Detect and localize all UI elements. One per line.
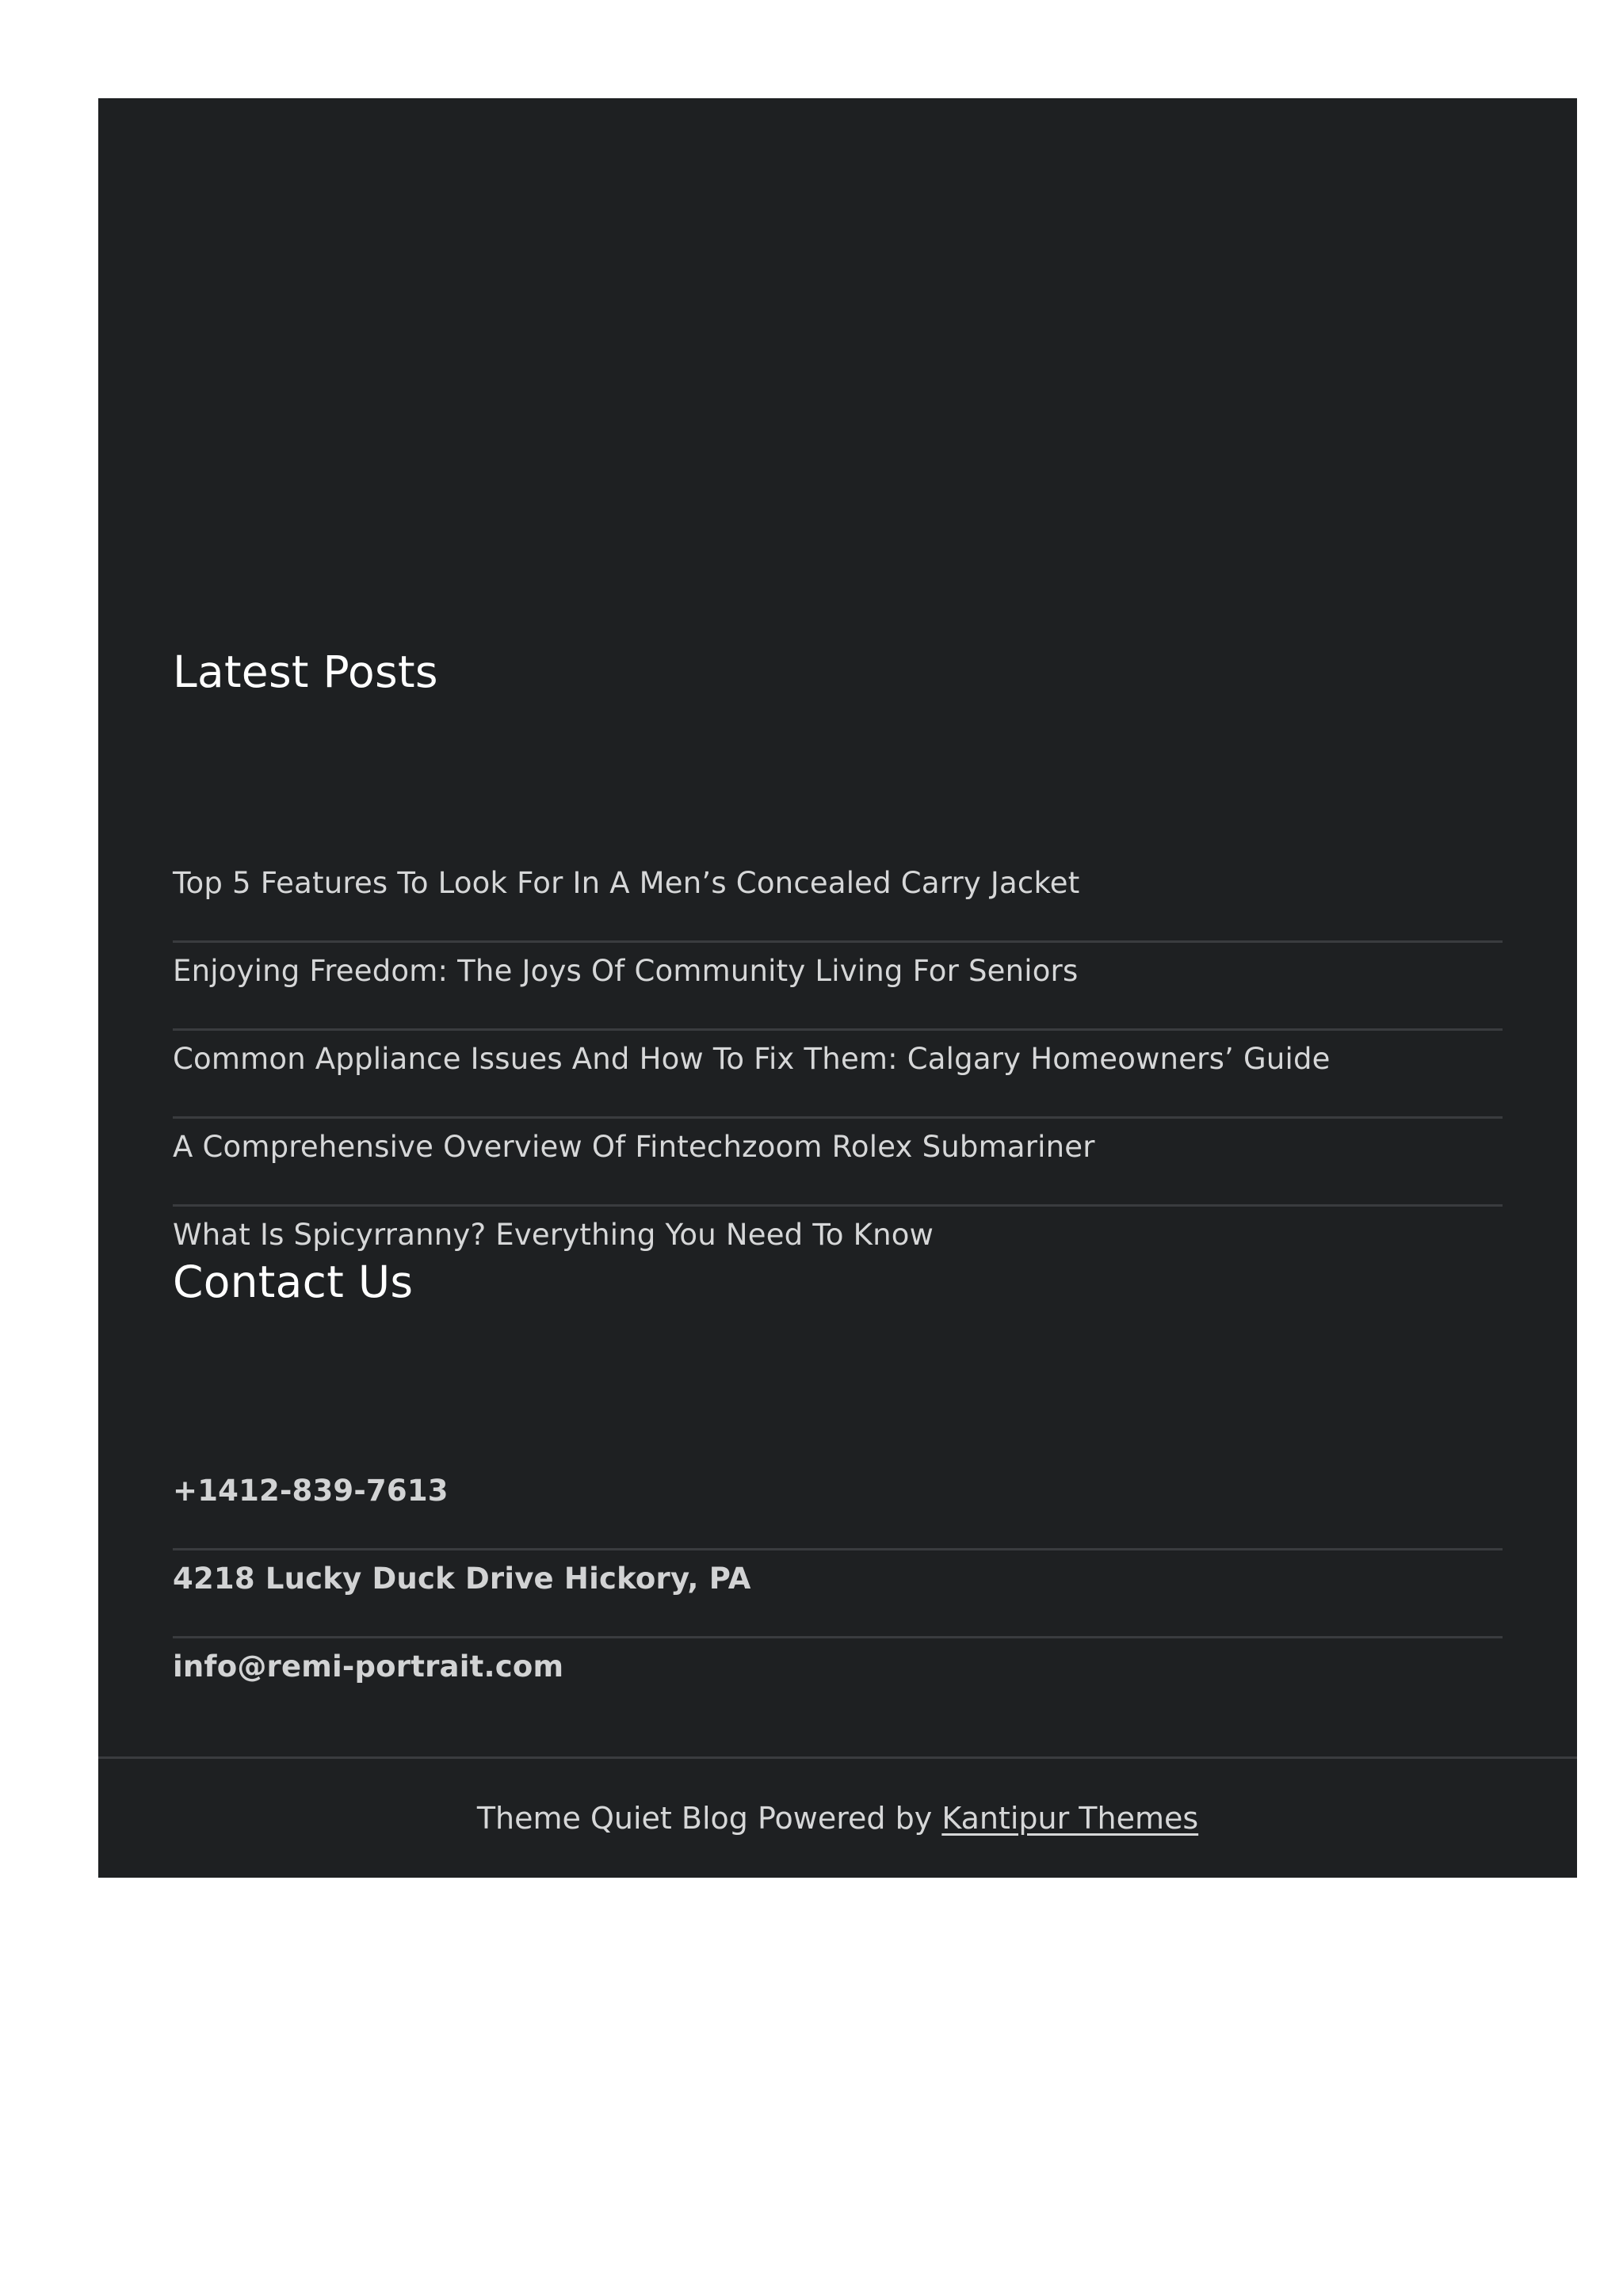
credit-link[interactable]: Kantipur Themes [941,1801,1199,1836]
phone-link[interactable]: +1412-839-7613 [173,1474,449,1508]
list-item [173,855,1503,943]
site-footer [98,98,1577,1878]
latest-posts-list [173,855,1503,1295]
site-info [98,1756,1577,1878]
contact-email-item [173,1638,1503,1726]
post-link[interactable]: Top 5 Features To Look For In A Men’s Concealed Carry Jacket [173,866,1080,900]
site-info-text: Theme Quiet Blog Powered by [476,1801,933,1836]
email-link[interactable]: info@remi-portrait.com [173,1650,564,1684]
contact-phone-item [173,1463,1503,1550]
list-item [173,1119,1503,1207]
post-link[interactable]: Common Appliance Issues And How To Fix Them: Calgary Homeowners’ Guide [173,1042,1331,1076]
post-link[interactable]: What Is Spicyrranny? Everything You Need To Know [173,1218,934,1252]
list-item [173,1031,1503,1119]
contact-list [173,1463,1503,1726]
post-link[interactable]: A Comprehensive Overview Of Fintechzoom Rolex Submariner [173,1130,1095,1164]
contact-address-item [173,1550,1503,1638]
contact-title: Contact Us [173,1257,414,1307]
address-link[interactable]: 4218 Lucky Duck Drive Hickory, PA [173,1562,751,1596]
list-item [173,943,1503,1031]
latest-posts-title: Latest Posts [173,646,438,697]
post-link[interactable]: Enjoying Freedom: The Joys Of Community Living For Seniors [173,954,1079,988]
